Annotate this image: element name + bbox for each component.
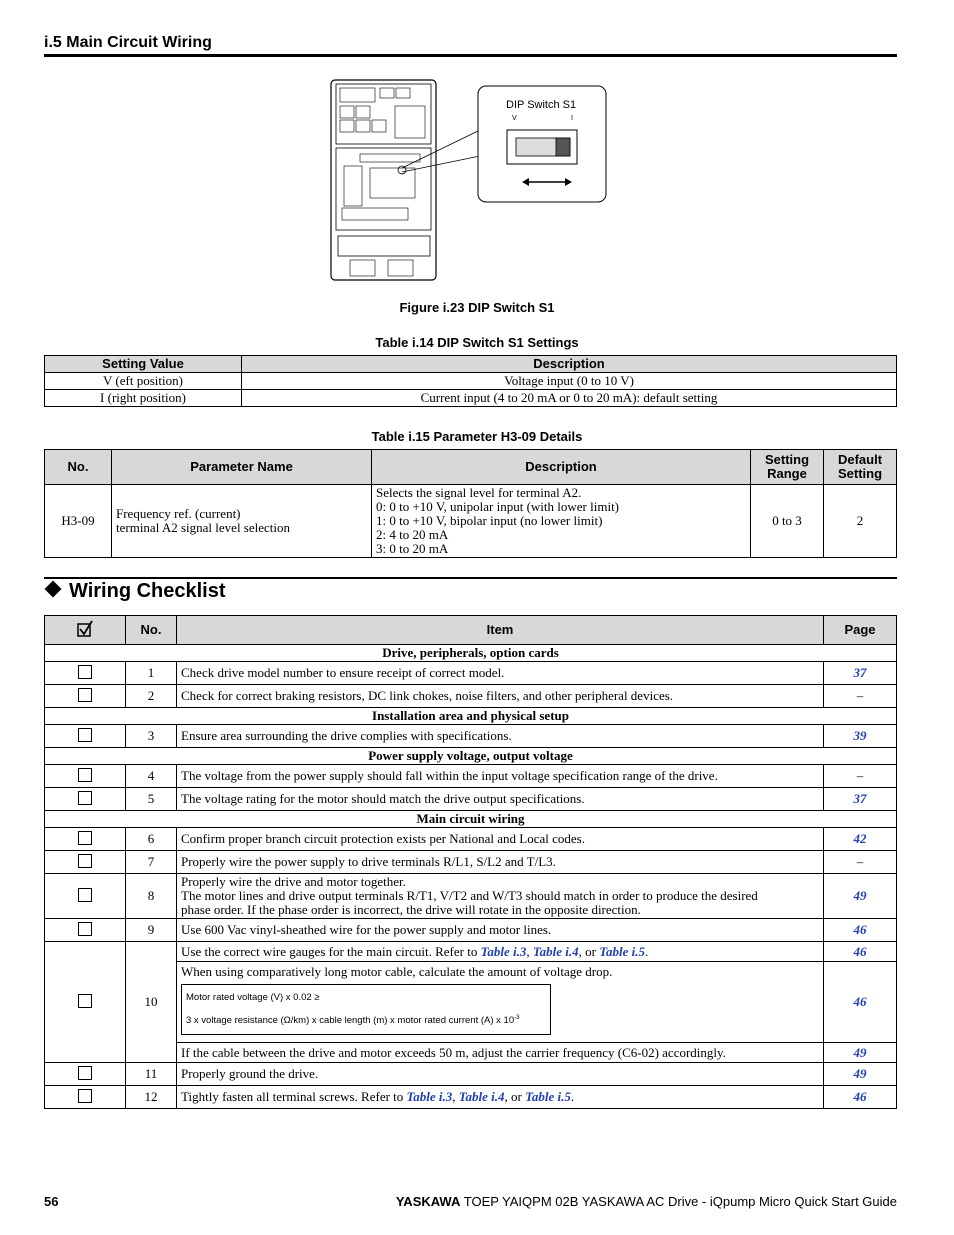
- setting-value: I (right position): [45, 390, 242, 407]
- param-range: 0 to 3: [751, 485, 824, 558]
- param-name-line: Frequency ref. (current): [116, 506, 241, 521]
- item-text: Use the correct wire gauges for the main circuit. Refer to: [181, 943, 481, 959]
- checklist-row: [45, 874, 897, 919]
- checkbox[interactable]: [78, 994, 92, 1008]
- checkbox-checked-icon: [76, 620, 94, 638]
- pos-i-label: I: [571, 115, 573, 122]
- check-cell: [45, 919, 126, 942]
- checklist-row: [45, 919, 897, 942]
- row-no: 11: [126, 1063, 177, 1086]
- checklist-row: [45, 1086, 897, 1109]
- page-link[interactable]: 49: [853, 888, 867, 903]
- wiring-checklist-title: Wiring Checklist: [69, 580, 226, 602]
- section-title: i.5 Main Circuit Wiring: [44, 34, 212, 51]
- page-number: 56: [44, 1194, 59, 1209]
- dip-switch-figure: [330, 78, 610, 288]
- table-row: [45, 485, 897, 558]
- page-cell: [824, 662, 897, 685]
- row-item: [177, 942, 824, 962]
- checkbox[interactable]: [78, 665, 92, 679]
- parameter-h3-09-table: [44, 449, 897, 558]
- row-item: Ensure area surrounding the drive complies with specifications.: [177, 725, 824, 748]
- check-cell: [45, 685, 126, 708]
- page-cell: [824, 919, 897, 942]
- header-page: Page: [824, 616, 897, 645]
- table-i4-link[interactable]: Table i.4: [532, 943, 579, 959]
- row-item: [177, 1086, 824, 1109]
- footer-doc: TOEP YAIQPM 02B YASKAWA AC Drive - iQpump Micro Quick Start Guide: [460, 1194, 897, 1209]
- row-no: 5: [126, 788, 177, 811]
- desc-line: Selects the signal level for terminal A2.: [376, 485, 582, 500]
- desc-line: 2: 4 to 20 mA: [376, 527, 449, 542]
- group-header: Drive, peripherals, option cards: [45, 645, 897, 662]
- table-i3-link[interactable]: Table i.3: [406, 1089, 453, 1105]
- item-text: Tightly fasten all terminal screws. Refer to: [181, 1089, 407, 1105]
- row-item: Use 600 Vac vinyl-sheathed wire for the power supply and motor lines.: [177, 919, 824, 942]
- row-no: 7: [126, 851, 177, 874]
- item-separator: ,: [452, 1089, 459, 1105]
- item-end: .: [644, 943, 649, 959]
- row-item: The voltage rating for the motor should match the drive output specifications.: [177, 788, 824, 811]
- check-cell: [45, 765, 126, 788]
- checklist-row: [45, 1063, 897, 1086]
- checkbox[interactable]: [78, 888, 92, 902]
- check-cell: [45, 662, 126, 685]
- item-separator: , or: [504, 1089, 526, 1105]
- row-no: 6: [126, 828, 177, 851]
- item-line: Properly wire the drive and motor together.: [181, 874, 406, 889]
- checklist-row: [45, 685, 897, 708]
- row-item: Properly wire the power supply to drive terminals R/L1, S/L2 and T/L3.: [177, 851, 824, 874]
- footer-doc-title: [396, 1194, 897, 1209]
- item-text: When using comparatively long motor cable, calculate the amount of voltage drop.: [181, 964, 613, 979]
- desc-line: 1: 0 to +10 V, bipolar input (no lower limit): [376, 513, 603, 528]
- row-item: Properly ground the drive.: [177, 1063, 824, 1086]
- checkbox[interactable]: [78, 688, 92, 702]
- row-no: 4: [126, 765, 177, 788]
- checklist-row: [45, 725, 897, 748]
- setting-description: Current input (4 to 20 mA or 0 to 20 mA): default setting: [242, 390, 897, 407]
- table-i5-link[interactable]: Table i.5: [525, 1089, 571, 1105]
- check-cell: [45, 942, 126, 1063]
- check-cell: [45, 725, 126, 748]
- checkbox[interactable]: [78, 728, 92, 742]
- checkbox[interactable]: [78, 854, 92, 868]
- wiring-checklist-heading: [44, 580, 226, 603]
- desc-line: 0: 0 to +10 V, unipolar input (with lower limit): [376, 499, 620, 514]
- voltage-drop-formula: [181, 984, 551, 1035]
- item-line: phase order. If the phase order is incorrect, the drive will rotate in the opposite direction.: [181, 902, 641, 917]
- header-check: [45, 616, 126, 645]
- checkbox[interactable]: [78, 831, 92, 845]
- row-no: 10: [126, 942, 177, 1063]
- table-i3-link[interactable]: Table i.3: [480, 943, 527, 959]
- item-separator: ,: [526, 943, 533, 959]
- row-no: 1: [126, 662, 177, 685]
- page-link[interactable]: 46: [853, 922, 867, 937]
- page-value: –: [824, 685, 897, 708]
- check-cell: [45, 1086, 126, 1109]
- table-i14-caption: Table i.14 DIP Switch S1 Settings: [375, 335, 579, 350]
- param-name-line: terminal A2 signal level selection: [116, 520, 291, 535]
- table-i4-link[interactable]: Table i.4: [458, 1089, 505, 1105]
- header-parameter-name: Parameter Name: [112, 450, 372, 485]
- setting-value: V (eft position): [45, 373, 242, 390]
- group-header: Power supply voltage, output voltage: [45, 748, 897, 765]
- header-default-setting: Default Setting: [824, 450, 897, 485]
- row-no: 8: [126, 874, 177, 919]
- param-no: H3-09: [45, 485, 112, 558]
- checklist-row: [45, 765, 897, 788]
- page-link[interactable]: 46: [853, 943, 867, 959]
- pos-v-label: V: [512, 115, 517, 122]
- checklist-row: [45, 828, 897, 851]
- checkbox[interactable]: [78, 1089, 92, 1103]
- check-cell: [45, 788, 126, 811]
- page-cell: [824, 1043, 897, 1063]
- check-cell: [45, 828, 126, 851]
- table-i15-caption: Table i.15 Parameter H3-09 Details: [371, 429, 583, 444]
- group-header: Main circuit wiring: [45, 811, 897, 828]
- page-link[interactable]: 37: [853, 791, 867, 806]
- callout-label: DIP Switch S1: [506, 99, 577, 111]
- checkbox[interactable]: [78, 791, 92, 805]
- page-value: –: [824, 765, 897, 788]
- row-no: 9: [126, 919, 177, 942]
- page-link[interactable]: 42: [853, 831, 867, 846]
- table-row: [45, 373, 897, 390]
- page-cell: [824, 788, 897, 811]
- dip-switch-slider: [556, 138, 570, 156]
- page-cell: [824, 874, 897, 919]
- header-setting-range: Setting Range: [751, 450, 824, 485]
- item-line: The motor lines and drive output terminals R/T1, V/T2 and W/T3 should match in order to produce the desired: [181, 888, 758, 903]
- page-cell: [824, 1086, 897, 1109]
- page-link[interactable]: 37: [853, 665, 867, 680]
- table-row: [45, 390, 897, 407]
- checklist-row: [45, 662, 897, 685]
- page-link[interactable]: 49: [853, 1044, 867, 1060]
- header-item: Item: [177, 616, 824, 645]
- checkbox[interactable]: [78, 768, 92, 782]
- section-rule: [44, 577, 897, 579]
- setting-description: Voltage input (0 to 10 V): [242, 373, 897, 390]
- header-setting-value: Setting Value: [45, 356, 242, 373]
- row-item: [177, 962, 824, 1043]
- checkbox[interactable]: [78, 922, 92, 936]
- row-item: Check for correct braking resistors, DC link chokes, noise filters, and other peripheral devices.: [177, 685, 824, 708]
- figure-caption: Figure i.23 DIP Switch S1: [399, 300, 555, 315]
- param-name: [112, 485, 372, 558]
- header-no: No.: [45, 450, 112, 485]
- check-cell: [45, 851, 126, 874]
- header-description: Description: [372, 450, 751, 485]
- header-rule: [44, 54, 897, 57]
- diamond-bullet-icon: [45, 581, 62, 598]
- row-item: Confirm proper branch circuit protection exists per National and Local codes.: [177, 828, 824, 851]
- row-item: Check drive model number to ensure receipt of correct model.: [177, 662, 824, 685]
- dip-switch-settings-table: [44, 355, 897, 407]
- row-no: 2: [126, 685, 177, 708]
- formula-line: 3 x voltage resistance (Ω/km) x cable length (m) x motor rated current (A) x 10: [186, 1015, 515, 1027]
- page-link[interactable]: 46: [853, 1089, 867, 1105]
- page-cell: [824, 942, 897, 962]
- page-link[interactable]: 49: [853, 1066, 867, 1082]
- group-header: Installation area and physical setup: [45, 708, 897, 725]
- table-i5-link[interactable]: Table i.5: [599, 943, 645, 959]
- header-no: No.: [126, 616, 177, 645]
- checklist-row: [45, 788, 897, 811]
- page-cell: [824, 962, 897, 1043]
- row-no: 3: [126, 725, 177, 748]
- check-cell: [45, 874, 126, 919]
- row-item: The voltage from the power supply should fall within the input voltage specification range of the drive.: [177, 765, 824, 788]
- wiring-checklist-table: [44, 615, 897, 1109]
- checkbox[interactable]: [78, 1066, 92, 1080]
- formula-exponent: -3: [514, 1015, 520, 1021]
- row-item: [177, 874, 824, 919]
- param-default: 2: [824, 485, 897, 558]
- check-cell: [45, 1063, 126, 1086]
- page-link[interactable]: 46: [853, 994, 867, 1010]
- page-cell: [824, 1063, 897, 1086]
- drive-body: [331, 80, 436, 280]
- row-no: 12: [126, 1086, 177, 1109]
- item-end: .: [570, 1089, 575, 1105]
- checklist-row: [45, 942, 897, 962]
- header-description: Description: [242, 356, 897, 373]
- formula-line: Motor rated voltage (V) x 0.02 ≥: [186, 992, 320, 1003]
- page-value: –: [824, 851, 897, 874]
- footer-brand: YASKAWA: [395, 1194, 461, 1209]
- item-separator: , or: [578, 943, 600, 959]
- desc-line: 3: 0 to 20 mA: [376, 541, 449, 556]
- row-item: If the cable between the drive and motor exceeds 50 m, adjust the carrier frequency (C6-02) accordingly.: [177, 1043, 824, 1063]
- page-cell: [824, 725, 897, 748]
- page-cell: [824, 828, 897, 851]
- param-description: [372, 485, 751, 558]
- page-link[interactable]: 39: [853, 728, 867, 743]
- checklist-row: [45, 851, 897, 874]
